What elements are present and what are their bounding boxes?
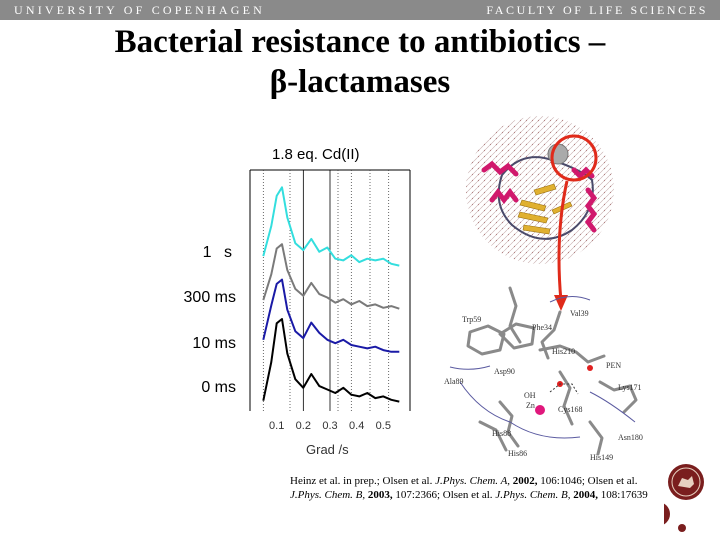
residue-label: Cys168 (558, 405, 583, 414)
chart-ticks (269, 420, 391, 432)
chart-traces (263, 187, 399, 401)
trace-label-10ms: 10 ms (192, 335, 236, 352)
slide-title (60, 22, 660, 102)
x-tick-label: 0.3 (322, 420, 338, 432)
pac-spectra-chart (238, 165, 413, 440)
faculty-name: FACULTY OF LIFE SCIENCES (486, 3, 708, 17)
trace-0ms (263, 319, 399, 402)
residue-label: His149 (590, 453, 614, 462)
x-tick-label: 0.2 (295, 420, 311, 432)
citation-text: Heinz et al. in prep.; Olsen et al. J.Phys. Chem. A, 2002, 106:1046; Olsen et al. J.Phys. Chem. B, 2003, 107:2366; Olsen et al. J.Phys. Chem. B, 2004, 108:17639 (290, 475, 648, 501)
residue-label: Zn (526, 401, 535, 410)
x-tick-label: 0.1 (269, 420, 285, 432)
residue-label: Trp59 (462, 315, 482, 324)
residue-label: His86 (508, 449, 528, 458)
zinc-ion (535, 405, 545, 415)
header-bar (0, 0, 720, 20)
residue-label: Asp90 (494, 367, 515, 376)
residue-label: Val39 (570, 309, 589, 318)
residue-label: Ala89 (444, 377, 464, 386)
residue-label: Asn180 (618, 433, 643, 442)
trace-label-300ms: 300 ms (183, 289, 236, 306)
university-seal-logo (664, 462, 708, 534)
residue-label: Lys171 (618, 383, 642, 392)
slide-title-line1: Bacterial resistance to antibiotics – (114, 24, 606, 60)
residue-label: PEN (606, 361, 622, 370)
trace-label-1s: 1 s (202, 244, 236, 261)
residue-label: His210 (552, 347, 576, 356)
x-axis-label: Grad /s (306, 442, 349, 457)
x-tick-label: 0.5 (375, 420, 391, 432)
residue-label: His88 (492, 429, 512, 438)
active-site-image (440, 272, 652, 462)
university-name: UNIVERSITY OF COPENHAGEN (14, 3, 266, 17)
chart-title: 1.8 eq. Cd(II) (272, 146, 360, 163)
x-tick-label: 0.4 (349, 420, 365, 432)
trace-10ms (263, 280, 399, 352)
trace-label-0ms: 0 ms (201, 379, 236, 396)
protein-structure-image (462, 110, 620, 272)
residue-label: OH (524, 391, 536, 400)
slide-title-line2: β-lactamases (269, 64, 451, 100)
residue-label: Phe34 (532, 323, 552, 332)
